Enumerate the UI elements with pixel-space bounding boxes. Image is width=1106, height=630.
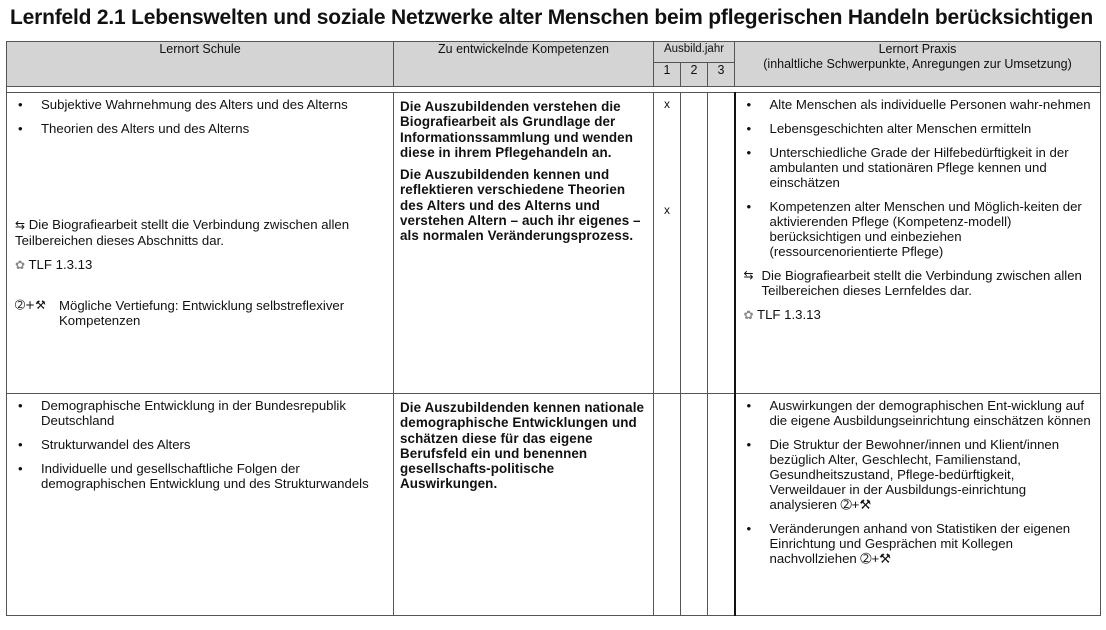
vertiefung-note: ➁+⚒ Mögliche Vertiefung: Entwicklung selbstreflexiver Kompetenzen <box>15 298 345 328</box>
list-item: • Die Struktur der Bewohner/innen und Klient/innen bezüglich Alter, Geschlecht, Familienstand, Gesundheitszustand, Pflege-bedürftigkeit, Verweildauer in der Ausbildungs-einrichtung analysieren ➁+⚒ <box>744 437 1093 512</box>
list-item: • Kompetenzen alter Menschen und Möglich-keiten der aktivierenden Pflege (Kompetenz-modell) berücksichtigen und einbeziehen (ressourcenorientierte Pflege) <box>744 199 1093 259</box>
biografie-link-note: ⇆ Die Biografiearbeit stellt die Verbindung zwischen allen Teilbereichen dieses Abschnitts dar. <box>15 217 350 248</box>
year-1-cell <box>654 93 681 394</box>
tlf-reference: ✿ TLF 1.3.13 <box>15 257 93 272</box>
header-year-2: 2 <box>681 63 708 87</box>
header-ausbildjahr: Ausbild.jahr <box>654 42 735 63</box>
header-year-3: 3 <box>708 63 735 87</box>
link-arrows-icon: ⇆ <box>743 268 754 282</box>
tlf-reference: ✿ TLF 1.3.13 <box>743 307 821 322</box>
year-mark: x <box>664 97 670 111</box>
year-3-cell <box>708 394 735 616</box>
header-lernort-schule: Lernort Schule <box>7 42 394 87</box>
link-arrows-icon: ⇆ <box>15 218 26 232</box>
tlf-icon: ✿ <box>15 258 26 272</box>
page-title: Lernfeld 2.1 Lebenswelten und soziale Netzwerke alter Menschen beim pflegerischen Handeln berücksichtigen <box>10 6 1093 29</box>
vertiefung-icon: ➁+⚒ <box>15 298 46 312</box>
table-row <box>7 93 1101 394</box>
table-row <box>7 394 1101 616</box>
year-3-cell <box>708 93 735 394</box>
list-item: • Theorien des Alters und des Alterns <box>15 121 387 136</box>
year-mark: x <box>664 203 670 217</box>
list-item: • Veränderungen anhand von Statistiken der eigenen Einrichtung und Gesprächen mit Kollegen nachvollziehen ➁+⚒ <box>744 521 1093 566</box>
list-item: • Subjektive Wahrnehmung des Alters und des Alterns <box>15 97 387 112</box>
year-1-cell <box>654 394 681 616</box>
year-2-cell <box>681 394 708 616</box>
table-header-row <box>7 42 1101 63</box>
list-item: • Strukturwandel des Alters <box>15 437 387 452</box>
header-lernort-praxis <box>735 42 1101 87</box>
list-item: • Auswirkungen der demographischen Ent-wicklung auf die eigene Ausbildungseinrichtung einschätzen können <box>744 398 1093 428</box>
list-item: • Lebensgeschichten alter Menschen ermitteln <box>744 121 1093 136</box>
kompetenz-text: Die Auszubildenden kennen nationale demographische Entwicklungen und schätzen diese für das eigene Berufsfeld ein und benennen gesellschafts-politische Auswirkungen. <box>400 400 645 492</box>
header-praxis-subtitle: (inhaltliche Schwerpunkte, Anregungen zur Umsetzung) <box>763 57 1072 71</box>
header-praxis-title: Lernort Praxis <box>878 42 957 56</box>
biografie-link-note: ⇆ Die Biografiearbeit stellt die Verbindung zwischen allen Teilbereichen dieses Lernfeldes dar. <box>743 268 1082 298</box>
kompetenz-text: Die Auszubildenden kennen und reflektieren verschiedene Theorien des Alters und des Alterns und verstehen Altern – auch ihr eigenes – als normalen Veränderungsprozess. <box>400 167 641 244</box>
schule-cell <box>7 93 394 394</box>
praxis-cell <box>735 93 1101 394</box>
list-item: • Individuelle und gesellschaftliche Folgen der demographischen Entwicklung und des Strukturwandels <box>15 461 387 491</box>
curriculum-table <box>6 41 1101 616</box>
kompetenzen-cell <box>394 394 654 616</box>
list-item: • Alte Menschen als individuelle Personen wahr-nehmen <box>744 97 1093 112</box>
list-item: • Demographische Entwicklung in der Bundesrepublik Deutschland <box>15 398 387 428</box>
header-kompetenzen: Zu entwickelnde Kompetenzen <box>394 42 654 87</box>
tlf-icon: ✿ <box>743 308 754 322</box>
list-item: • Unterschiedliche Grade der Hilfebedürftigkeit in der ambulanten und stationären Pflege kennen und einschätzen <box>744 145 1093 190</box>
kompetenzen-cell <box>394 93 654 394</box>
schule-cell <box>7 394 394 616</box>
praxis-cell <box>735 394 1101 616</box>
year-2-cell <box>681 93 708 394</box>
kompetenz-text: Die Auszubildenden verstehen die Biografiearbeit als Grundlage der Informationssammlung und wenden diese in ihrem Pflegehandeln an. <box>400 99 633 160</box>
header-year-1: 1 <box>654 63 681 87</box>
